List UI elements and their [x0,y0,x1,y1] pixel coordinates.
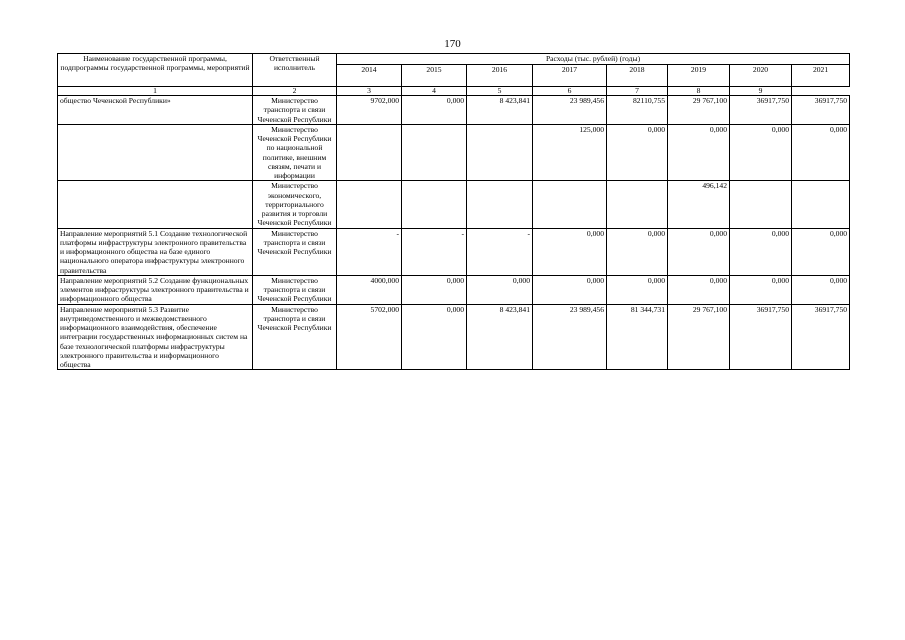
executor-cell: Министерство транспорта и связи Чеченской Республики [253,275,337,304]
table-row [58,275,850,304]
column-number-row [58,87,850,96]
expense-value-cell: 0,000 [792,124,850,181]
expense-value-cell: 0,000 [533,275,607,304]
year-header: 2021 [792,65,850,87]
table-row [58,96,850,125]
expense-value-cell: 0,000 [730,124,792,181]
column-number: 1 [58,87,253,96]
expense-value-cell [467,124,533,181]
expense-value-cell: 0,000 [402,275,467,304]
expense-value-cell: 81 344,731 [607,304,668,370]
executor-cell: Министерство Чеченской Республики по национальной политике, внешним связям, печати и информации [253,124,337,181]
budget-table [57,53,850,370]
column-number: 8 [668,87,730,96]
expense-value-cell: 8 423,841 [467,304,533,370]
table-row [58,304,850,370]
expense-value-cell [402,124,467,181]
expense-value-cell [730,181,792,228]
expense-value-cell: 125,000 [533,124,607,181]
expense-value-cell [467,181,533,228]
expense-value-cell: 0,000 [533,228,607,275]
expense-value-cell: 36917,750 [792,96,850,125]
expense-value-cell: 0,000 [668,228,730,275]
program-name-cell: Направление мероприятий 5.3 Развитие внутриведомственного и межведомственного информационного взаимодействия, обеспечение интеграции государственных информационных систем на базе технологической платформы инфраструктуры электронного правительства и информационного общества [58,304,253,370]
expense-value-cell: 0,000 [668,124,730,181]
expense-value-cell [402,181,467,228]
executor-cell: Министерство транспорта и связи Чеченской Республики [253,96,337,125]
column-number: 2 [253,87,337,96]
program-name-cell: общество Чеченской Республики» [58,96,253,125]
expense-value-cell: 29 767,100 [668,304,730,370]
expense-value-cell: 23 989,456 [533,96,607,125]
program-name-cell [58,181,253,228]
expense-value-cell [337,124,402,181]
expense-value-cell: - [337,228,402,275]
table-body [58,96,850,370]
year-header: 2017 [533,65,607,87]
executor-cell: Министерство транспорта и связи Чеченской Республики [253,304,337,370]
column-number: 3 [337,87,402,96]
column-number: 6 [533,87,607,96]
table-row [58,124,850,181]
expense-value-cell: 36917,750 [792,304,850,370]
expense-value-cell [607,181,668,228]
expense-value-cell: - [402,228,467,275]
column-number: 5 [467,87,533,96]
expense-value-cell: 0,000 [730,275,792,304]
year-header: 2016 [467,65,533,87]
page-number: 170 [444,38,461,50]
expense-value-cell: - [467,228,533,275]
column-number: 9 [730,87,792,96]
expense-value-cell: 0,000 [402,96,467,125]
expense-value-cell: 0,000 [607,228,668,275]
expense-value-cell: 0,000 [607,275,668,304]
header-row-top [58,54,850,65]
program-name-cell: Направление мероприятий 5.1 Создание технологической платформы инфраструктуры электронного правительства и информационного общества на базе единого национального оператора инфраструктуры электронного правительства [58,228,253,275]
header-expenses: Расходы (тыс. рублей) (годы) [337,54,850,65]
expense-value-cell: 36917,750 [730,96,792,125]
column-number: 7 [607,87,668,96]
expense-value-cell: 0,000 [467,275,533,304]
year-header: 2019 [668,65,730,87]
expense-value-cell: 496,142 [668,181,730,228]
expense-value-cell: 36917,750 [730,304,792,370]
table-row [58,181,850,228]
year-header: 2020 [730,65,792,87]
header-name: Наименование государственной программы, подпрограммы государственной программы, мероприятий [58,54,253,87]
year-header: 2015 [402,65,467,87]
year-header: 2018 [607,65,668,87]
expense-value-cell: 23 989,456 [533,304,607,370]
expense-value-cell [792,181,850,228]
executor-cell: Министерство транспорта и связи Чеченской Республики [253,228,337,275]
expense-value-cell: 4000,000 [337,275,402,304]
executor-cell: Министерство экономического, территориального развития и торговли Чеченской Республики [253,181,337,228]
column-number: 4 [402,87,467,96]
program-name-cell [58,124,253,181]
expense-value-cell: 0,000 [730,228,792,275]
expense-value-cell: 29 767,100 [668,96,730,125]
expense-value-cell: 82110,755 [607,96,668,125]
header-executor: Ответственный исполнитель [253,54,337,87]
program-name-cell: Направление мероприятий 5.2 Создание функциональных элементов инфраструктуры электронного правительства и информационного общества [58,275,253,304]
expense-value-cell: 0,000 [607,124,668,181]
year-header: 2014 [337,65,402,87]
expense-value-cell: 9702,000 [337,96,402,125]
expense-value-cell: 0,000 [792,275,850,304]
expense-value-cell: 5702,000 [337,304,402,370]
expense-value-cell [337,181,402,228]
expense-value-cell: 0,000 [402,304,467,370]
expense-value-cell [533,181,607,228]
table-row [58,228,850,275]
expense-value-cell: 0,000 [792,228,850,275]
expense-value-cell: 0,000 [668,275,730,304]
expense-value-cell: 8 423,841 [467,96,533,125]
